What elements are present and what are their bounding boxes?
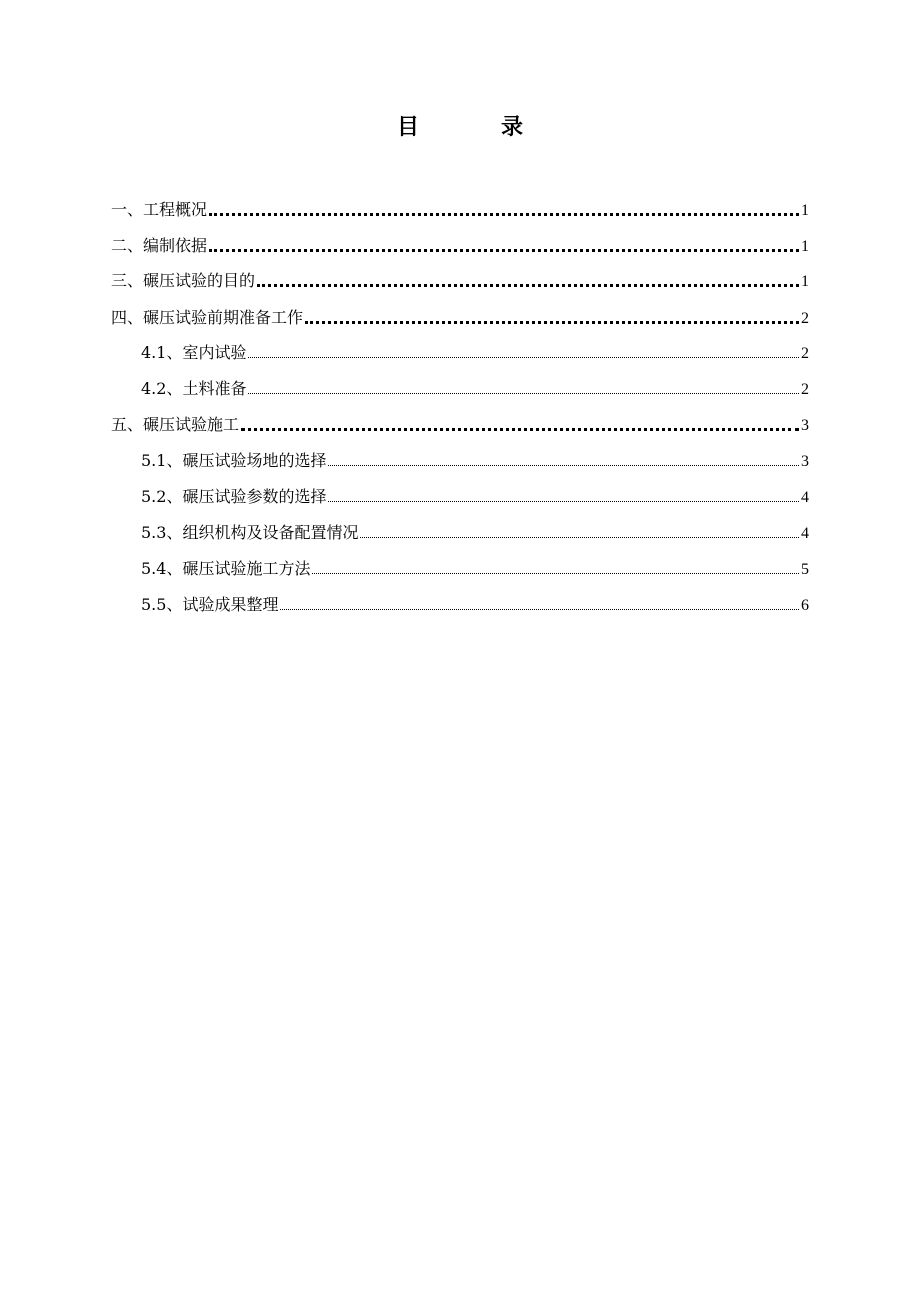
toc-page-number: 3 bbox=[801, 417, 809, 434]
dot-leader bbox=[241, 428, 799, 431]
toc-entry[interactable] bbox=[111, 229, 809, 263]
dot-leader bbox=[328, 501, 799, 502]
dot-leader bbox=[248, 393, 799, 394]
toc-entry[interactable] bbox=[111, 193, 809, 227]
dot-leader bbox=[209, 213, 799, 216]
toc-page-number: 1 bbox=[801, 273, 809, 290]
toc-entry-label: 5.4、碾压试验施工方法 bbox=[141, 559, 311, 578]
toc-page-number: 1 bbox=[801, 238, 809, 255]
toc-entry[interactable] bbox=[111, 301, 809, 335]
toc-entry-label: 5.5、试验成果整理 bbox=[141, 595, 279, 614]
dot-leader bbox=[328, 465, 799, 466]
dot-leader bbox=[257, 284, 799, 287]
dot-leader bbox=[209, 249, 799, 252]
toc-entry-label: 4.1、室内试验 bbox=[141, 343, 247, 362]
toc-entry[interactable] bbox=[111, 264, 809, 298]
toc-entry[interactable] bbox=[111, 408, 809, 442]
toc-entry[interactable] bbox=[141, 552, 809, 586]
dot-leader bbox=[280, 609, 799, 610]
toc-entry[interactable] bbox=[141, 444, 809, 478]
toc-title: 目 录 bbox=[396, 114, 553, 140]
toc-entry-label: 5.1、碾压试验场地的选择 bbox=[141, 451, 327, 470]
toc-page-number: 2 bbox=[801, 310, 809, 327]
dot-leader bbox=[305, 321, 799, 324]
toc-entry[interactable] bbox=[141, 336, 809, 370]
toc-page-number: 2 bbox=[801, 345, 809, 362]
toc-entry-label: 4.2、土料准备 bbox=[141, 379, 247, 398]
toc-page-number: 5 bbox=[801, 561, 809, 578]
toc-page-number: 4 bbox=[801, 489, 809, 506]
toc-entry[interactable] bbox=[141, 372, 809, 406]
toc-page-number: 1 bbox=[801, 202, 809, 219]
dot-leader bbox=[312, 573, 799, 574]
toc-page-number: 6 bbox=[801, 597, 809, 614]
toc-entry-label: 5.2、碾压试验参数的选择 bbox=[141, 487, 327, 506]
toc-entry-label: 五、碾压试验施工 bbox=[111, 415, 240, 434]
toc-entry-label: 二、编制依据 bbox=[111, 236, 208, 255]
dot-leader bbox=[360, 537, 799, 538]
toc-entry-label: 四、碾压试验前期准备工作 bbox=[111, 308, 304, 327]
toc-page-number: 3 bbox=[801, 453, 809, 470]
toc-page-number: 4 bbox=[801, 525, 809, 542]
toc-page-number: 2 bbox=[801, 381, 809, 398]
toc-entry-label: 一、工程概况 bbox=[111, 200, 208, 219]
toc-entry-label: 5.3、组织机构及设备配置情况 bbox=[141, 523, 359, 542]
dot-leader bbox=[248, 357, 799, 358]
toc-entry[interactable] bbox=[141, 516, 809, 550]
toc-entry[interactable] bbox=[141, 480, 809, 514]
toc-entry-label: 三、碾压试验的目的 bbox=[111, 271, 256, 290]
toc-entry[interactable] bbox=[141, 588, 809, 622]
